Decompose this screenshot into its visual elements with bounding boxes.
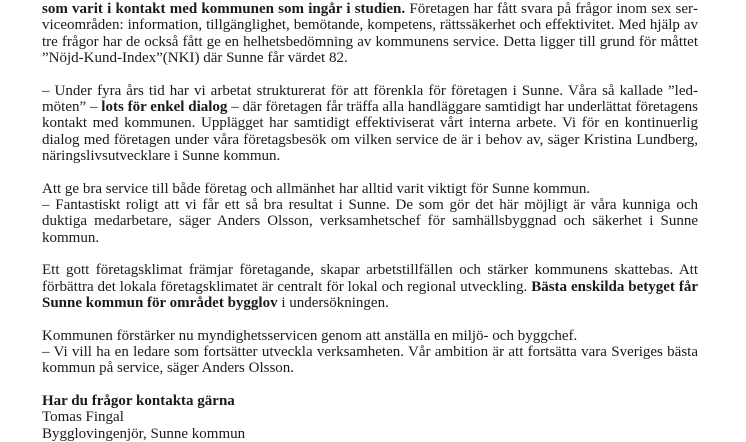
foretagsklimat-paragraph — [42, 262, 698, 311]
myndighetsservice-paragraph — [42, 328, 698, 377]
text-run: Kommunen förstärker nu myndighetsservicen genom att anställa en miljö- och byggchef. — [42, 327, 578, 344]
contact-title: Bygglovingenjör, Sunne kommun — [42, 425, 246, 442]
quote-anders-olsson-paragraph — [42, 181, 698, 247]
contact-heading: Har du frågor kontakta gärna — [42, 392, 235, 409]
bold-text-run: som varit i kontakt med kommunen som ingår i studien. — [42, 1, 406, 17]
text-run: – Fantastiskt roligt att vi får ett så bra resultat i Sunne. De som gör det här möjligt är våra kunniga och duktiga medarbetare, säger Anders Olsson, verksamhetschef för samhällsbyggnad och säkerhet i Sunne kommun. — [42, 197, 698, 246]
text-run: – där företagen får träffa alla handläggare samtidigt har underlättat företagens kontakt med kommunen. Upplägget har samtidigt effektiviserat vårt interna arbete. Vi för en kontinuerlig dialog med företagen under våra företagsbesök om vilken service de är i behov av, säger Kristina Lundberg, näringslivsutvecklare i Sunne kommun. — [42, 99, 698, 165]
contact-block — [42, 393, 698, 442]
text-run: i undersökningen. — [277, 295, 389, 312]
document-body — [42, 1, 698, 442]
bold-text-run: Bästa enskilda betyget får Sunne kommun för området bygglov — [42, 278, 698, 312]
text-run: Ett gott företagsklimat främjar företagande, skapar arbetstillfällen och stärker kommunens skattebas. Att förbättra det lokala företagsklimatet är centralt för lokal och regional utveckling. — [42, 262, 698, 295]
contact-name: Tomas Fingal — [42, 409, 124, 426]
text-run: Att ge bra service till både företag och allmänhet har alltid varit viktigt för Sunne kommun. — [42, 180, 591, 197]
bold-text-run: lots för enkel dialog — [101, 99, 228, 116]
text-run: – Vi vill ha en ledare som fortsätter utveckla verksamheten. Vår ambition är att fortsätta vara Sveriges bästa kommun på service, säger Anders Olsson. — [42, 343, 698, 377]
intro-nki-paragraph — [42, 1, 698, 67]
text-run: – Under fyra års tid har vi arbetat strukturerat för att förenkla för företagen i Sunne. Våra så kallade ”ledmöten” – — [42, 82, 698, 116]
text-run: Företagen har fått svara på frågor inom sex serviceområden: information, tillgänglighet, bemötande, kompetens, rättssäkerhet och effektivitet. Med hjälp av tre frågor har de också fått ge en helhetsbedömning av kommunens service. Detta ligger till grund för måttet ”Nöjd-Kund-Index”(NKI) där Sunne får värdet 82. — [42, 1, 699, 67]
quote-kristina-lundberg-paragraph — [42, 83, 698, 165]
